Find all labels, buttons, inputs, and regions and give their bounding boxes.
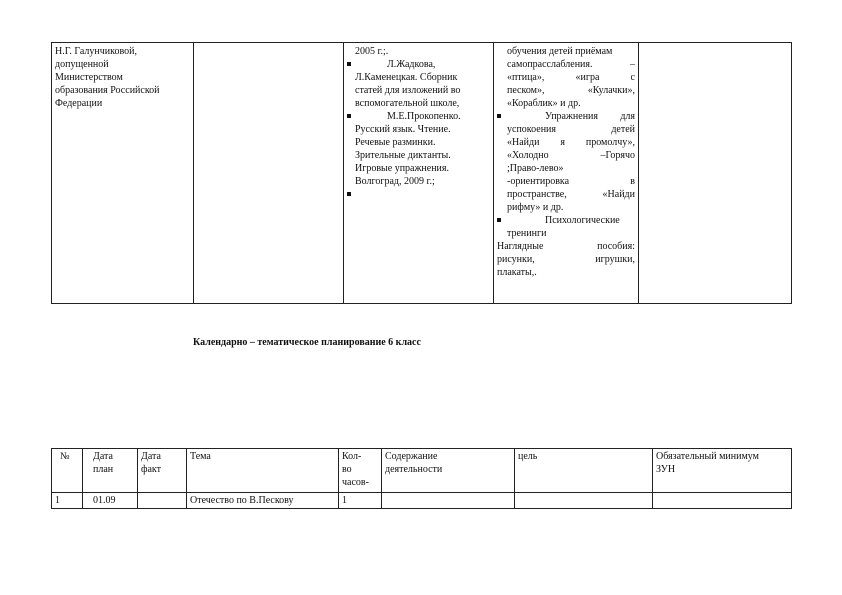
literature-bullet-item — [347, 58, 490, 71]
methods-word: самопрасслабления. — [507, 59, 593, 70]
methods-word: «Найди — [507, 137, 540, 148]
methods-line: обучения детей приёмам — [507, 46, 613, 57]
methods-word: я — [560, 137, 565, 148]
methods-line: «Кораблик» и др. — [507, 98, 581, 109]
header-hours — [339, 449, 382, 493]
cell-num: 1 — [52, 493, 83, 509]
header-text: Кол- — [342, 451, 362, 462]
methods-word: «птица», — [507, 72, 545, 83]
table-header-row — [52, 449, 792, 493]
cell-date-fact — [138, 493, 187, 509]
cell-topic: Отечество по В.Пескову — [187, 493, 339, 509]
square-bullet-icon — [347, 114, 351, 118]
resources-row — [52, 43, 792, 304]
methods-word: – — [630, 59, 635, 70]
table-row — [52, 493, 792, 509]
header-topic: Тема — [187, 449, 339, 493]
methods-line — [497, 84, 635, 97]
header-num: № — [52, 449, 83, 493]
methods-line — [497, 240, 635, 253]
literature-line: Зрительные диктанты. — [355, 150, 451, 161]
methods-word: рисунки, — [497, 254, 535, 265]
methods-bullet-item — [497, 110, 635, 123]
methods-line: ;Право-лево» — [507, 163, 564, 174]
literature-bullet-item — [347, 110, 490, 123]
methods-line — [497, 175, 635, 188]
program-line: Министерством — [55, 72, 123, 83]
header-text: Дата — [141, 451, 161, 462]
methods-word: песком», — [507, 85, 545, 96]
planning-table — [51, 448, 792, 509]
header-text: во — [342, 464, 352, 475]
methods-word: «игра — [575, 72, 600, 83]
methods-word: пространстве, — [507, 189, 567, 200]
cell-hours: 1 — [339, 493, 382, 509]
literature-line: М.Е.Прокопенко. — [387, 111, 461, 122]
methods-word: детей — [611, 124, 635, 135]
methods-word: -ориентировка — [507, 176, 570, 187]
methods-line — [497, 253, 635, 266]
methods-word: для — [620, 111, 635, 122]
literature-line: Речевые разминки. — [355, 137, 436, 148]
program-line: Федерации — [55, 98, 103, 109]
section-caption: Календарно – тематическое планирование 6 класс — [193, 337, 421, 348]
literature-line: статей для изложений во — [355, 85, 461, 96]
program-line: Н.Г. Галунчиковой, — [55, 46, 138, 57]
methods-word: –Горячо — [600, 150, 635, 161]
header-text: ЗУН — [656, 464, 676, 475]
literature-line: Игровые упражнения. — [355, 163, 449, 174]
empty-cell — [194, 43, 344, 304]
methods-word: в — [630, 176, 635, 187]
header-date-fact — [138, 449, 187, 493]
header-content — [382, 449, 515, 493]
header-text: Обязательный минимум — [656, 451, 759, 462]
header-text: план — [93, 464, 114, 475]
methods-line — [497, 123, 635, 136]
methods-word: пособия: — [597, 241, 635, 252]
program-source-cell — [52, 43, 194, 304]
header-text: Дата — [93, 451, 113, 462]
header-text: факт — [141, 464, 162, 475]
square-bullet-icon — [497, 218, 501, 222]
methods-line: рифму» и др. — [507, 202, 564, 213]
methods-word: «Кулачки», — [587, 85, 635, 96]
cell-date-plan: 01.09 — [83, 493, 138, 509]
methods-line: плакаты,. — [497, 267, 537, 278]
header-goal: цель — [515, 449, 653, 493]
methods-bullet-item — [497, 214, 635, 227]
methods-line — [497, 58, 635, 71]
methods-word: Наглядные — [497, 241, 544, 252]
square-bullet-icon — [347, 192, 351, 196]
methods-word: игрушки, — [595, 254, 635, 265]
methods-line — [497, 136, 635, 149]
literature-line: Л.Жадкова, — [387, 59, 436, 70]
methods-word: успокоения — [507, 124, 557, 135]
square-bullet-icon — [497, 114, 501, 118]
empty-cell — [639, 43, 792, 304]
literature-line: Русский язык. Чтение. — [355, 124, 451, 135]
literature-line: Волгоград, 2009 г.; — [355, 176, 435, 187]
cell-minimum — [653, 493, 792, 509]
methods-line: тренинги — [507, 228, 547, 239]
methods-cell — [494, 43, 639, 304]
resources-table — [51, 42, 792, 304]
literature-cell — [344, 43, 494, 304]
methods-line — [497, 188, 635, 201]
literature-bullet-item — [347, 188, 490, 201]
square-bullet-icon — [347, 62, 351, 66]
cell-goal — [515, 493, 653, 509]
literature-line: Л.Каменецкая. Сборник — [355, 72, 458, 83]
literature-line: 2005 г.;. — [355, 46, 389, 57]
header-date-plan — [83, 449, 138, 493]
methods-word: «Найди — [602, 189, 635, 200]
methods-line — [497, 110, 635, 123]
methods-word: «Холодно — [507, 150, 549, 161]
program-line: образования Российской — [55, 85, 160, 96]
methods-line — [497, 149, 635, 162]
cell-content — [382, 493, 515, 509]
methods-word: промолчу», — [585, 137, 635, 148]
methods-line: Психологические — [545, 215, 620, 226]
program-line: допущенной — [55, 59, 109, 70]
header-text: часов- — [342, 477, 369, 488]
methods-line — [497, 71, 635, 84]
header-minimum — [653, 449, 792, 493]
methods-word: Упражнения — [545, 111, 598, 122]
methods-word: с — [630, 72, 635, 83]
header-text: деятельности — [385, 464, 443, 475]
header-text: Содержание — [385, 451, 438, 462]
literature-line: вспомогательной школе, — [355, 98, 460, 109]
